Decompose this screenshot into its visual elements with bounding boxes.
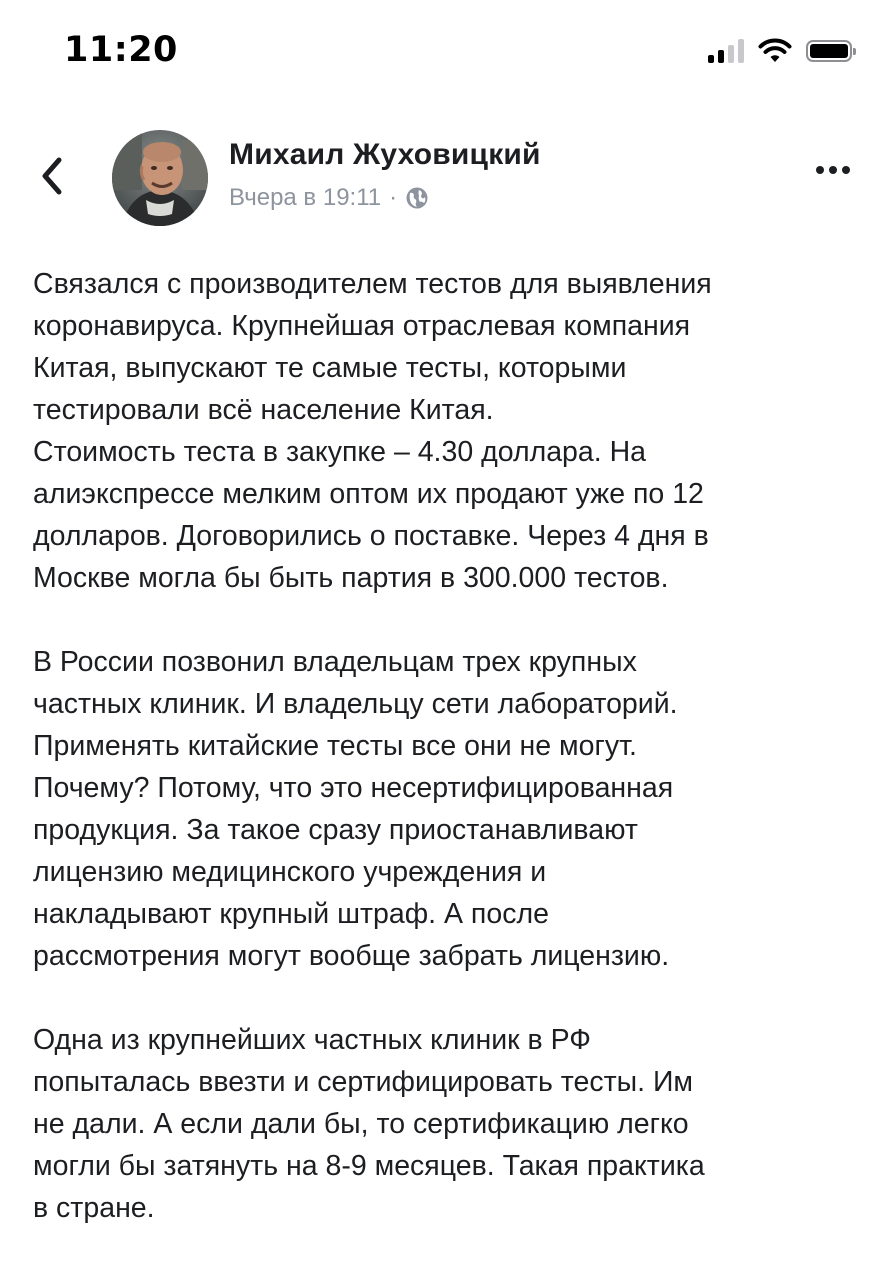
post-text-line: Стоимость теста в закупке – 4.30 доллара. На: [33, 436, 647, 468]
post-text-line: накладывают крупный штраф. А после: [33, 898, 549, 930]
post-header: [0, 120, 886, 240]
post-text-line: рассмотрения могут вообще забрать лицензию.: [33, 940, 670, 972]
battery-icon: [806, 40, 852, 62]
more-options-button[interactable]: [816, 166, 850, 174]
post-text-line: алиэкспрессе мелким оптом их продают уже по 12: [33, 478, 704, 510]
post-text-line: долларов. Договорились о поставке. Через 4 дня в: [33, 520, 709, 552]
post-text-line: в стране.: [33, 1192, 155, 1224]
status-time: 11:20: [64, 30, 178, 70]
post-text-line: В России позвонил владельцам трех крупных: [33, 646, 637, 678]
post-text-line: Связался с производителем тестов для выявления: [33, 268, 712, 300]
post-body: [33, 263, 863, 1271]
cellular-signal-icon: [708, 39, 744, 63]
chevron-left-icon: [37, 156, 67, 196]
globe-icon: [405, 186, 429, 210]
post-text-line: коронавируса. Крупнейшая отраслевая компания: [33, 310, 691, 342]
status-icons: [708, 38, 852, 64]
status-bar: [0, 0, 886, 100]
post-text-line: Китая, выпускают те самые тесты, которыми: [33, 352, 627, 384]
post-text-line: частных клиник. И владельцу сети лабораторий.: [33, 688, 678, 720]
post-paragraph: [33, 263, 863, 599]
post-text-line: Одна из крупнейших частных клиник в РФ: [33, 1024, 591, 1056]
post-text-line: тестировали всё население Китая.: [33, 394, 494, 426]
author-name[interactable]: Михаил Жуховицкий: [229, 138, 541, 171]
post-text-line: Почему? Потому, что это несертифицированная: [33, 772, 674, 804]
post-text-line: могли бы затянуть на 8-9 месяцев. Такая практика: [33, 1150, 705, 1182]
post-paragraph: [33, 641, 863, 977]
post-text-line: не дали. А если дали бы, то сертификацию легко: [33, 1108, 689, 1140]
avatar[interactable]: [112, 130, 208, 226]
post-timestamp[interactable]: Вчера в 19:11: [229, 184, 382, 211]
wifi-icon: [758, 38, 792, 64]
post-paragraph: [33, 1019, 863, 1229]
post-text-line: продукция. За такое сразу приостанавливают: [33, 814, 638, 846]
meta-separator: ·: [389, 184, 398, 211]
post-text-line: Москве могла бы быть партия в 300.000 тестов.: [33, 562, 669, 594]
post-text-line: Применять китайские тесты все они не могут.: [33, 730, 637, 762]
post-meta: [229, 184, 429, 212]
more-horizontal-icon: [816, 166, 824, 174]
back-button[interactable]: [30, 154, 74, 198]
author-photo: [112, 130, 208, 226]
post-text-line: лицензию медицинского учреждения и: [33, 856, 547, 888]
post-text-line: попыталась ввезти и сертифицировать тесты. Им: [33, 1066, 694, 1098]
